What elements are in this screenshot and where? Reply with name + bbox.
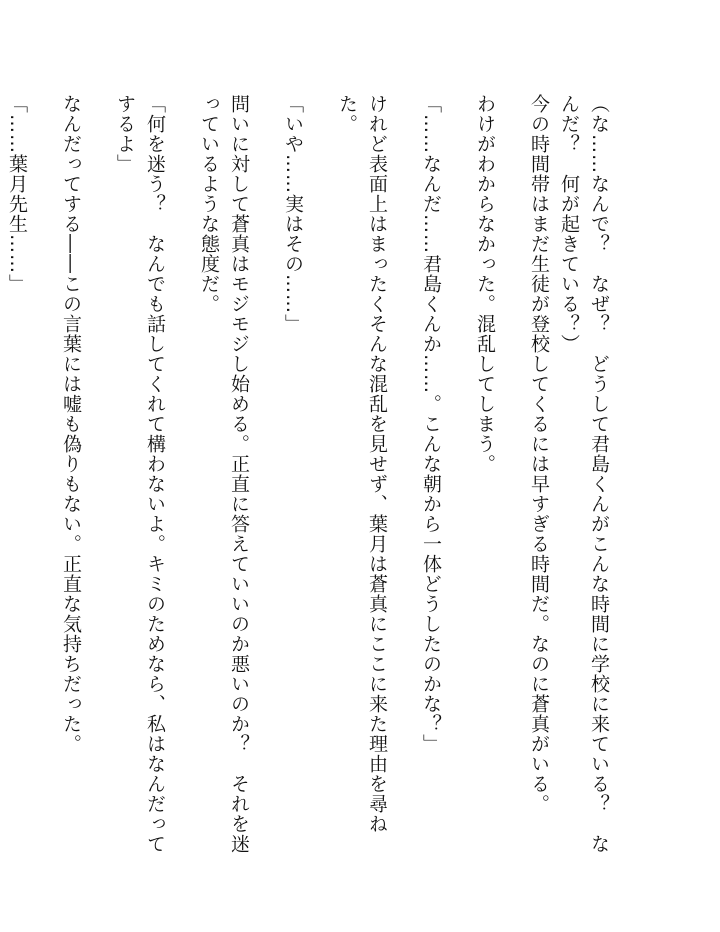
paragraph-6: 「いや……実はその……」 — [282, 94, 304, 334]
paragraph-4: 「……なんだ……君島くんか……。こんな朝から一体どうしたのかな？」 — [420, 94, 442, 754]
paragraph-8: 「何を迷う？ なんでも話してくれて構わないよ。キミのためなら、私はなんだってするよ」 — [114, 94, 166, 854]
paragraph-9: なんだってする――この言葉には嘘も偽りもない。正直な気持ちだった。 — [60, 94, 82, 754]
vertical-text-body — [6, 94, 614, 854]
paragraph-7: 問いに対して蒼真はモジモジし始める。正直に答えていいのか悪いのか？ それを迷っているような態度だ。 — [198, 94, 250, 854]
paragraph-10: 「……葉月先生……」 — [6, 94, 28, 294]
paragraph-3: わけがわからなかった。混乱してしまう。 — [474, 94, 496, 474]
paragraph-2: 今の時間帯はまだ生徒が登校してくるには早すぎる時間だ。なのに蒼真がいる。 — [528, 94, 550, 814]
paragraph-1: （な……なんで？ なぜ？ どうして君島くんがこんな時間に学校に来ている？ なんだ？ 何が起きている？） — [558, 94, 610, 854]
paragraph-5: けれど表面上はまったくそんな混乱を見せず、葉月は蒼真にここに来た理由を尋ねた。 — [336, 94, 388, 834]
